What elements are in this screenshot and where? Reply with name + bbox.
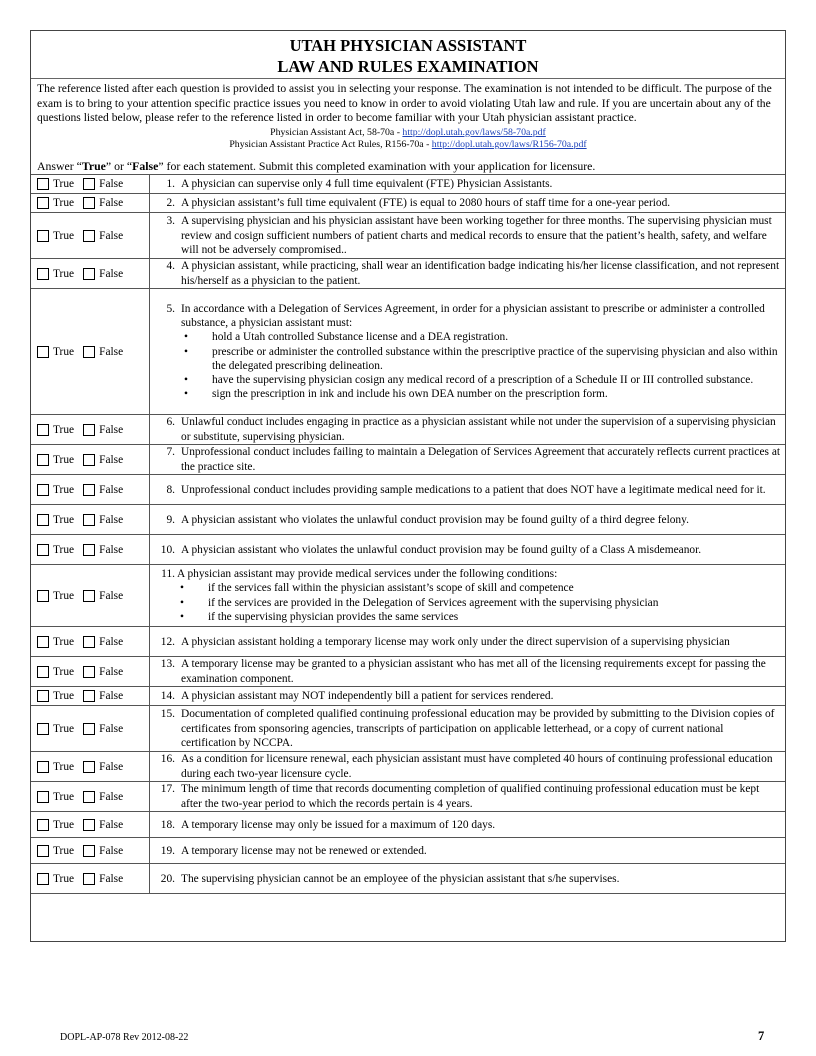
question-text: A temporary license may only be issued for a maximum of 120 days. <box>181 818 496 831</box>
question-row <box>31 213 785 259</box>
question-text: A physician assistant may provide medical services under the following conditions: <box>177 568 558 581</box>
statement-cell <box>150 194 786 213</box>
true-label: True <box>53 818 75 831</box>
true-label: True <box>53 844 75 857</box>
answer-cell <box>31 627 150 657</box>
question-row <box>31 627 785 657</box>
false-checkbox[interactable] <box>83 666 95 678</box>
false-label: False <box>99 197 124 210</box>
question-text: The minimum length of time that records documenting completion of qualified continuing professional education must be kept after the two-year period to which the records pertain is 4 years. <box>181 783 760 810</box>
condition-list <box>181 330 781 401</box>
statement-cell <box>150 505 786 535</box>
reference-act-label: Physician Assistant Act, 58-70a - <box>270 126 403 138</box>
true-checkbox[interactable] <box>37 484 49 496</box>
question-number: 7. <box>166 446 175 459</box>
question-row <box>31 535 785 565</box>
false-checkbox[interactable] <box>83 544 95 556</box>
question-number: 10. <box>160 543 175 556</box>
condition-item: • if the supervising physician provides the same services <box>177 610 781 624</box>
false-checkbox[interactable] <box>83 845 95 857</box>
false-checkbox[interactable] <box>83 268 95 280</box>
question-row <box>31 812 785 838</box>
true-checkbox[interactable] <box>37 178 49 190</box>
false-checkbox[interactable] <box>83 197 95 209</box>
false-checkbox[interactable] <box>83 590 95 602</box>
true-label: True <box>53 760 75 773</box>
true-label: True <box>53 872 75 885</box>
true-label: True <box>53 690 75 703</box>
question-number: 8. <box>166 483 175 496</box>
false-checkbox[interactable] <box>83 346 95 358</box>
false-word: False <box>132 159 159 174</box>
statement-cell <box>150 289 786 415</box>
question-text: Documentation of completed qualified continuing professional education may be provided by submitting to the Division copies of certificates from sponsoring agencies, transcripts of participation on applicable letterhead, or a copy of current national certification by NCCPA. <box>181 708 775 749</box>
question-number: 17. <box>160 783 175 796</box>
statement-cell <box>150 864 786 894</box>
true-label: True <box>53 635 75 648</box>
title-line-2: LAW AND RULES EXAMINATION <box>277 57 539 76</box>
false-checkbox[interactable] <box>83 723 95 735</box>
false-label: False <box>99 690 124 703</box>
true-label: True <box>53 665 75 678</box>
question-number: 19. <box>160 844 175 857</box>
answer-cell <box>31 838 150 864</box>
question-number: 20. <box>160 872 175 885</box>
question-row <box>31 706 785 752</box>
question-text: A physician assistant who violates the unlawful conduct provision may be found guilty of a Class A misdemeanor. <box>181 543 702 556</box>
false-label: False <box>99 267 124 280</box>
true-word: True <box>81 159 106 174</box>
form-id: DOPL-AP-078 Rev 2012-08-22 <box>60 1032 189 1043</box>
false-checkbox[interactable] <box>83 178 95 190</box>
question-number: 2. <box>166 197 175 210</box>
answer-cell <box>31 213 150 259</box>
false-label: False <box>99 872 124 885</box>
question-row <box>31 415 785 445</box>
true-checkbox[interactable] <box>37 454 49 466</box>
false-checkbox[interactable] <box>83 454 95 466</box>
question-number: 11. <box>161 568 175 581</box>
true-checkbox[interactable] <box>37 230 49 242</box>
false-label: False <box>99 790 124 803</box>
question-row <box>31 175 785 194</box>
answer-cell <box>31 194 150 213</box>
question-row <box>31 445 785 475</box>
question-row <box>31 864 785 894</box>
question-text: A temporary license may not be renewed or extended. <box>181 844 427 857</box>
answer-cell <box>31 782 150 812</box>
statement-cell <box>150 687 786 706</box>
true-checkbox[interactable] <box>37 723 49 735</box>
statement-cell <box>150 657 786 687</box>
true-label: True <box>53 229 75 242</box>
true-checkbox[interactable] <box>37 845 49 857</box>
statement-cell <box>150 565 786 627</box>
answer-cell <box>31 706 150 752</box>
false-checkbox[interactable] <box>83 819 95 831</box>
reference-rules-link[interactable]: http://dopl.utah.gov/laws/R156-70a.pdf <box>431 138 587 150</box>
question-row <box>31 194 785 213</box>
reference-act <box>31 127 785 139</box>
false-label: False <box>99 543 124 556</box>
question-row <box>31 752 785 782</box>
false-checkbox[interactable] <box>83 424 95 436</box>
question-number: 16. <box>160 753 175 766</box>
question-row <box>31 838 785 864</box>
true-label: True <box>53 722 75 735</box>
true-label: True <box>53 483 75 496</box>
true-label: True <box>53 345 75 358</box>
statement-cell <box>150 415 786 445</box>
exam-title <box>31 35 785 77</box>
false-label: False <box>99 722 124 735</box>
false-label: False <box>99 178 124 191</box>
false-label: False <box>99 345 124 358</box>
true-checkbox[interactable] <box>37 761 49 773</box>
question-text: A physician assistant, while practicing, shall wear an identification badge indicating his/her license classification, and not represent his/herself as a physician to the patient. <box>181 260 780 287</box>
answer-cell <box>31 175 150 194</box>
true-checkbox[interactable] <box>37 791 49 803</box>
answer-cell <box>31 445 150 475</box>
true-label: True <box>53 790 75 803</box>
exam-form <box>30 30 786 942</box>
false-checkbox[interactable] <box>83 636 95 648</box>
statement-cell <box>150 259 786 289</box>
question-text: A physician assistant may NOT independently bill a patient for services rendered. <box>181 690 554 703</box>
questions-table <box>31 174 785 894</box>
instructions: Answer “True” or “False” for each statement. Submit this completed examination with your application for licensure. <box>37 159 596 174</box>
question-number: 13. <box>160 658 175 671</box>
answer-cell <box>31 475 150 505</box>
true-label: True <box>53 453 75 466</box>
true-label: True <box>53 513 75 526</box>
question-number: 6. <box>166 416 175 429</box>
question-row <box>31 505 785 535</box>
condition-list <box>177 581 781 624</box>
true-checkbox[interactable] <box>37 514 49 526</box>
false-label: False <box>99 453 124 466</box>
question-text: Unprofessional conduct includes providing sample medications to a patient that does NOT have a legitimate medical need for it. <box>181 483 766 496</box>
question-text: The supervising physician cannot be an employee of the physician assistant that s/he supervises. <box>181 872 620 885</box>
statement-cell <box>150 213 786 259</box>
question-row <box>31 782 785 812</box>
false-label: False <box>99 589 124 602</box>
true-checkbox[interactable] <box>37 690 49 702</box>
true-checkbox[interactable] <box>37 666 49 678</box>
false-label: False <box>99 513 124 526</box>
true-checkbox[interactable] <box>37 590 49 602</box>
reference-rules <box>31 139 785 151</box>
false-label: False <box>99 423 124 436</box>
answer-cell <box>31 864 150 894</box>
question-number: 5. <box>166 302 175 315</box>
statement-cell <box>150 812 786 838</box>
true-checkbox[interactable] <box>37 268 49 280</box>
condition-item: • hold a Utah controlled Substance license and a DEA registration. <box>181 330 781 344</box>
question-number: 12. <box>160 635 175 648</box>
question-row <box>31 687 785 706</box>
statement-cell <box>150 175 786 194</box>
condition-item: • if the services are provided in the Delegation of Services agreement with the supervising physician <box>177 596 781 610</box>
true-checkbox[interactable] <box>37 197 49 209</box>
condition-item: • have the supervising physician cosign any medical record of a prescription of a Schedule II or III controlled substance. <box>181 373 781 387</box>
answer-cell <box>31 657 150 687</box>
question-text: A physician assistant who violates the unlawful conduct provision may be found guilty of a third degree felony. <box>181 513 689 526</box>
statement-cell <box>150 782 786 812</box>
question-row <box>31 259 785 289</box>
page-number: 7 <box>758 1029 765 1043</box>
condition-item: • if the services fall within the physician assistant’s scope of skill and competence <box>177 581 781 595</box>
false-label: False <box>99 844 124 857</box>
statement-cell <box>150 475 786 505</box>
statement-cell <box>150 535 786 565</box>
true-checkbox[interactable] <box>37 424 49 436</box>
question-row <box>31 289 785 415</box>
true-checkbox[interactable] <box>37 544 49 556</box>
answer-cell <box>31 687 150 706</box>
false-checkbox[interactable] <box>83 514 95 526</box>
statement-cell <box>150 838 786 864</box>
question-row <box>31 565 785 627</box>
answer-cell <box>31 535 150 565</box>
answer-cell <box>31 289 150 415</box>
true-label: True <box>53 543 75 556</box>
question-number: 1. <box>166 178 175 191</box>
answer-cell <box>31 415 150 445</box>
answer-cell <box>31 812 150 838</box>
false-label: False <box>99 483 124 496</box>
answer-cell <box>31 752 150 782</box>
statement-cell <box>150 752 786 782</box>
true-label: True <box>53 197 75 210</box>
statement-cell <box>150 445 786 475</box>
false-label: False <box>99 818 124 831</box>
answer-cell <box>31 565 150 627</box>
true-checkbox[interactable] <box>37 346 49 358</box>
question-text: A physician assistant’s full time equivalent (FTE) is equal to 2080 hours of staff time for a one-year period. <box>181 197 671 210</box>
question-number: 15. <box>160 708 175 721</box>
question-text: A physician can supervise only 4 full time equivalent (FTE) Physician Assistants. <box>181 178 553 191</box>
false-label: False <box>99 665 124 678</box>
statement-cell <box>150 627 786 657</box>
question-text: In accordance with a Delegation of Services Agreement, in order for a physician assistant to prescribe or administer a controlled substance, a physician assistant must: <box>181 302 765 330</box>
reference-rules-label: Physician Assistant Practice Act Rules, R156-70a - <box>229 138 432 150</box>
question-number: 3. <box>166 215 175 228</box>
question-text: A physician assistant holding a temporary license may work only under the direct supervision of a supervising physician <box>181 635 730 648</box>
question-number: 4. <box>166 260 175 273</box>
false-label: False <box>99 760 124 773</box>
false-checkbox[interactable] <box>83 761 95 773</box>
question-row <box>31 475 785 505</box>
false-checkbox[interactable] <box>83 873 95 885</box>
true-checkbox[interactable] <box>37 873 49 885</box>
question-row <box>31 657 785 687</box>
question-text: A temporary license may be granted to a physician assistant who has met all of the licensing requirements except for passing the examination component. <box>181 658 766 685</box>
false-checkbox[interactable] <box>83 690 95 702</box>
false-label: False <box>99 229 124 242</box>
condition-item: • prescribe or administer the controlled substance within the prescriptive practice of the supervising physician and also within the delegated prescribing delineation. <box>181 345 781 373</box>
question-number: 14. <box>160 690 175 703</box>
true-label: True <box>53 178 75 191</box>
intro-paragraph: The reference listed after each question is provided to assist you in selecting your response. The examination is not intended to be difficult. The purpose of the exam is to bring to your attention specific practice issues you need to know in order to avoid violating Utah law and rule. If you are uncertain about any of the questions listed below, please refer to the reference listed in order to become familiar with your Utah physician assistant practice. <box>31 78 785 126</box>
title-line-1: UTAH PHYSICIAN ASSISTANT <box>289 36 527 55</box>
false-checkbox[interactable] <box>83 484 95 496</box>
false-checkbox[interactable] <box>83 791 95 803</box>
false-label: False <box>99 635 124 648</box>
question-number: 18. <box>160 818 175 831</box>
references <box>31 127 785 151</box>
true-label: True <box>53 589 75 602</box>
true-label: True <box>53 423 75 436</box>
answer-cell <box>31 505 150 535</box>
question-text: Unlawful conduct includes engaging in practice as a physician assistant while not under the supervision of a supervising physician or substitute, supervising physician. <box>181 416 776 443</box>
true-checkbox[interactable] <box>37 636 49 648</box>
statement-cell <box>150 706 786 752</box>
reference-act-link[interactable]: http://dopl.utah.gov/laws/58-70a.pdf <box>402 126 546 138</box>
condition-item: • sign the prescription in ink and include his own DEA number on the prescription form. <box>181 387 781 401</box>
question-text: A supervising physician and his physician assistant have been working together for three months. The supervising physician must review and cosign sufficient numbers of patient charts and medical records to ensure that the patient’s health, safety, and welfare will not be adversely compromised.. <box>181 215 772 256</box>
true-checkbox[interactable] <box>37 819 49 831</box>
question-text: Unprofessional conduct includes failing to maintain a Delegation of Services Agreement that accurately reflects current practices at the practice site. <box>181 446 781 473</box>
question-text: As a condition for licensure renewal, each physician assistant must have completed 40 hours of continuing professional education during each two-year licensure cycle. <box>181 753 773 780</box>
answer-cell <box>31 259 150 289</box>
false-checkbox[interactable] <box>83 230 95 242</box>
true-label: True <box>53 267 75 280</box>
question-number: 9. <box>166 513 175 526</box>
